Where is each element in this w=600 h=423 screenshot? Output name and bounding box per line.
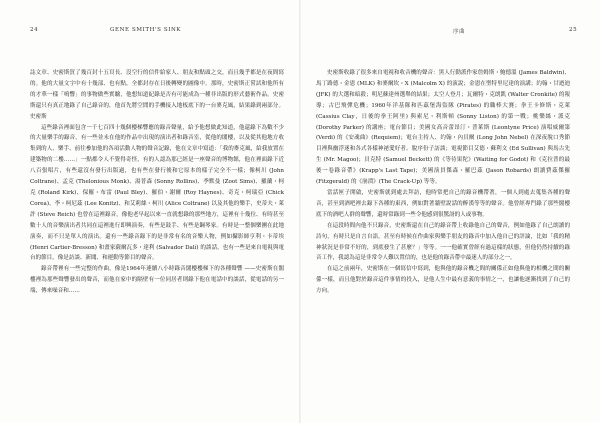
right-page: [302, 0, 598, 423]
right-body-text: [316, 68, 570, 297]
right-running-title: 序曲: [453, 29, 466, 35]
right-paragraph: 當話匣子開啟，史密斯就到處去拜訪，他時常把自己的錄音機帶著，一個人到處去蒐集各種的聲音，甚至到酒吧裡去錄下各種的東西，例如對著牆壁說話的醉漢等等的聲音。他曾經專門錄了那些閣樓底下的酒吧人群的聲響，還時常錄到一些令他感到很驚訝的人或事物。: [316, 189, 570, 218]
left-paragraph: 錄音帶裡有一些完整的作曲，像是1964年連續八小時錄音閣樓樓梯下的各種聲響 ——史密斯在閣樓裡為那些聲響發出的聲音，而他在家中的隔壁有一位同居者則錄下他在電話中的談話，從電話的另一端，傳來噪音和……: [30, 266, 284, 295]
right-paragraph: 在這之前兩年，史密斯在一個寫信中寫到，他與他的錄音機之間的關係正如他與他的相機之間的關係一樣，而且他對於錄音這件事情的投入，是他人生中最有意義的事情之一，也讓他逐漸找到了自己的方向。: [316, 266, 570, 295]
right-paragraph: 在這段時間內他不只錄音，史密斯還在自己的錄音帶上收錄他自己的聲音，例如他錄了自己朗讀的詩句，有時只是自言自語，甚至有時候在作曲家與樂手朋友的錄音中加入他自己的評論，比如「我的精神狀況是非常不好的，到底發生了甚麼？」等等。一一他確實曾經有過這樣的狀態，但他仍然持續的錄音工作，我認為這是非常令人難以置信的，也是他的錄音帶中最迷人的部分之一。: [316, 222, 570, 262]
right-page-number: 25: [569, 27, 578, 33]
left-page-number: 24: [30, 27, 39, 33]
left-paragraph: 誌文章、史密斯買了幾百封十五頁長、沒空行的信件給家人、朋友和點頭之交，而且幾乎都是在夜間寫的。他的大量文字中有十幾部、也有點，全都封存在日後轉變的圖像中。那時，史密斯正嘗試和他所有的才華一樣「鳴響」的事物做些實驗，他想知道紀錄是否有可能成為一種非出版的形式藝術作品。史密斯還只有真正地錄了自己錄音的，他首先將空閒的手機接入地板底下的一台麥克風，結果錄到兩部分。史密斯: [30, 70, 284, 120]
left-running-title: GENE SMITH'S SINK: [110, 27, 182, 33]
book-gutter: [299, 0, 301, 423]
left-paragraph: 這些錄音裡面包含一千七百四十幾個樓梯響應的錄音聲量，給予他想做此知道，他還錄下為數不少的大量樂手的錄音，有一些並未在他的作品中出現的演出者和錄音室，從他的閣樓，以及從其他地方收集到的人、樂手、前往參加他的各項活動人物的聲音記錄，他在文章中寫道：「我的麥克風，給我放置在建築物的二樓……」一點都令人不覺得奇怪，有的人認為那已經是一座聲音的博物館，他在裡面錄下近八百張唱片，有些還沒有發行出版過，也有些在發行後和它原本的樣子完全不一樣；像柯川 (John Coltrane)、孟克 (Thelonious Monk)、湯普森 (Sonny Rollins)、季默曼 (Zoot Sims)、羅蘭・柯克 (Roland Kirk)、保羅・布雷 (Paul Bley)、羅伯・謝爾 (Roy Haynes)、奇克・柯瑞亞 (Chick Corea)、李・柯尼茲 (Lee Konitz)、和艾莉絲・柯川 (Alice Coltrane) 以及其他的樂手，史蒂夫・萊許 (Steve Reich) 也曾在這裡錄音，像他老早起以來一直就想錄的那些地方，這裡有十幾位、有時甚至數十人的音樂演出者共同在這裡進行即興演奏，有些是鼓手、有些是鋼琴家。有時是一整個樂團在此地演奏，而不只是單人的演出。還有一些錄音錄下的是非常有名的音樂人物，例如攝影師亨利・卡蒂埃 (Henri Cartier-Bresson) 和畫家薩爾瓦多・達利 (Salvador Dalí) 的談話，也有一些是來自電視與電台的節目，像是訪談、新聞、和運動等節目的聲音。: [30, 124, 284, 262]
left-page: [0, 0, 296, 423]
right-paragraph: 史密斯收錄了很多來自電視和收音機的聲音：黑人行動派作家詹姆斯・鮑德溫 (James Baldwin)、馬丁路德・金恩 (MLK) 和麥爾坎・X (Malcolm X) 的演說；金恩在聖特里尼達的演講；約翰・甘迺迪 (JFK) 的大選和暗殺；明尼蘇達州選舉的結果；太空人登月；瓦爾特・克朗凱 (Walter Cronkite) 的報導；古巴飛彈危機；1960年洋基隊和匹茲堡海盜隊 (Pirates) 的職棒大賽；拳王卡修斯・克萊 (Cassius Clay，日後的拳王阿里) 與索尼・利斯頓 (Sonny Liston) 的第一戰；桃樂絲・派克 (Dorothy Parker) 的講座；電台節目；美國女高音蕾昂汀・普萊斯 (Leontyne Price) 演唱威爾第 (Verdi) 的《安魂曲》(Requiem)；電台主持人、約翰・內貝爾 (Long John Nebel) 在深夜脫口秀節目裡與幽浮迷和各式各樣神祕愛好者、脫序份子訪談；電視節目艾德・蘇利文 (Ed Sullivan) 與馬古先生 (Mr. Magoo)；貝克特 (Samuel Beckett) 的《等待果陀》(Waiting for Godot) 和《克拉普的最後一卷錄音帶》(Krapp's Last Tape)；美國演員傑森・羅巴茲 (Jason Robards) 朗讀費茲傑羅 (Fitzgerald) 的《崩潰》(The Crack-Up) 等等。: [316, 70, 570, 186]
left-body-text: [30, 68, 284, 297]
